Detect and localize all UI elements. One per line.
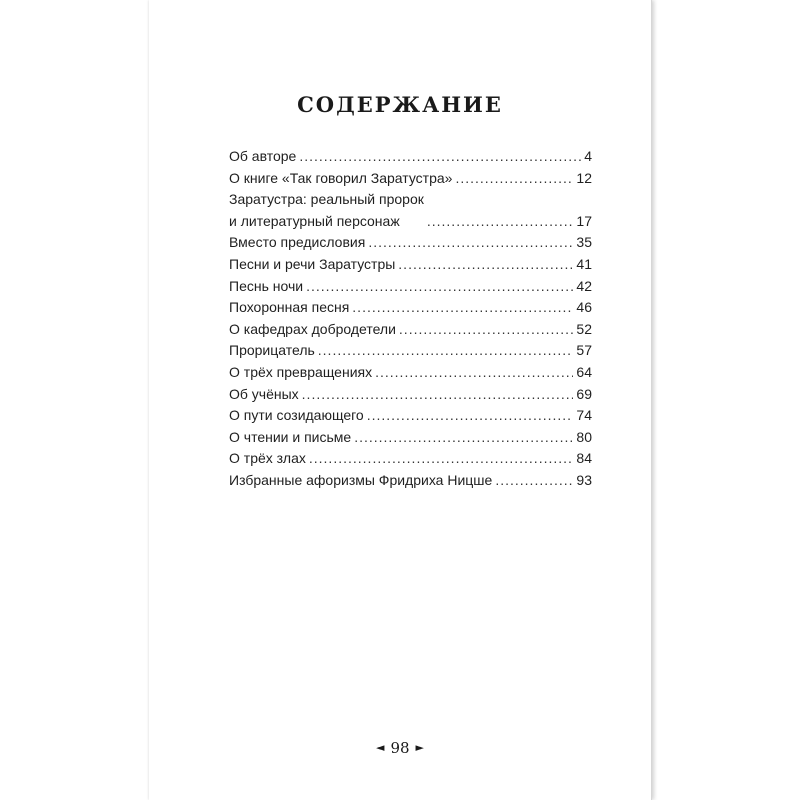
right-arrow-icon: ► (415, 741, 425, 754)
toc-entry (229, 427, 592, 449)
toc-leader-dots (318, 340, 574, 362)
toc-entry-title: Прорицатель (229, 342, 315, 359)
toc-entry-page: 84 (576, 450, 592, 467)
toc-entry-title: Избранные афоризмы Фридриха Ницше (229, 471, 493, 488)
toc-entry (229, 470, 592, 492)
toc-leader-dots (495, 470, 573, 492)
toc-entry (229, 362, 592, 384)
toc-entry (229, 232, 592, 254)
toc-leader-dots (302, 384, 574, 406)
toc-leader-dots (455, 168, 573, 190)
toc-entry-page: 35 (576, 234, 592, 251)
toc-entry-page: 93 (576, 471, 592, 488)
page-number-footer (149, 739, 651, 757)
toc-entry (229, 384, 592, 406)
toc-leader-dots (427, 211, 574, 233)
toc-entry-title-line2: и литературный персонаж (229, 212, 400, 229)
page-title: СОДЕРЖАНИЕ (297, 92, 503, 117)
toc-entry (229, 146, 592, 168)
toc-leader-dots (399, 319, 574, 341)
page-number: 98 (390, 739, 410, 757)
toc-entry-page: 41 (576, 255, 592, 272)
toc-entry (229, 405, 592, 427)
toc-entry (229, 254, 592, 276)
toc-entry-title: О книге «Так говорил Заратустра» (229, 169, 453, 186)
toc-entry (229, 340, 592, 362)
toc-entry-title: Похоронная песня (229, 299, 350, 316)
toc-leader-dots (367, 405, 574, 427)
toc-entry-title: О чтении и письме (229, 428, 352, 445)
toc-entry-page: 52 (576, 320, 592, 337)
toc-entry (229, 276, 592, 298)
toc-entry-title-line1: Заратустра: реальный пророк (229, 191, 424, 208)
toc-leader-dots (354, 427, 573, 449)
toc-entry (229, 168, 592, 190)
toc-entry-page: 74 (576, 407, 592, 424)
toc-entry-page: 17 (576, 212, 592, 229)
toc-entry-page: 80 (576, 428, 592, 445)
toc-leader-dots (398, 254, 573, 276)
toc-entry-title: Вместо предисловия (229, 234, 366, 251)
toc-entry-page: 4 (584, 148, 592, 164)
toc-entry-title: Песнь ночи (229, 277, 304, 294)
toc-leader-dots (375, 362, 573, 384)
toc-entry-page: 69 (576, 385, 592, 402)
toc-entry-title: Песни и речи Заратустры (229, 255, 396, 272)
toc-leader-dots (309, 448, 574, 470)
toc-leader-dots (306, 276, 573, 298)
toc-entry-title: О трёх превращениях (229, 363, 373, 380)
toc-entry (229, 189, 592, 232)
toc-entry-title: Об учёных (229, 385, 299, 402)
book-page (149, 0, 652, 800)
table-of-contents (229, 146, 592, 492)
toc-leader-dots (299, 146, 581, 168)
toc-entry-title: Об авторе (229, 148, 297, 164)
toc-entry (229, 448, 592, 470)
toc-entry-title (229, 189, 424, 232)
toc-entry-page: 64 (576, 363, 592, 380)
toc-entry-title: О пути созидающего (229, 407, 364, 424)
toc-entry-page: 46 (576, 299, 592, 316)
left-arrow-icon: ◄ (375, 741, 385, 754)
toc-entry (229, 297, 592, 319)
toc-entry (229, 319, 592, 341)
toc-entry-page: 12 (576, 169, 592, 186)
toc-entry-title: О трёх злах (229, 450, 306, 467)
toc-leader-dots (352, 297, 573, 319)
toc-entry-title: О кафедрах добродетели (229, 320, 396, 337)
toc-entry-page: 57 (576, 342, 592, 359)
toc-entry-page: 42 (576, 277, 592, 294)
toc-leader-dots (368, 232, 573, 254)
